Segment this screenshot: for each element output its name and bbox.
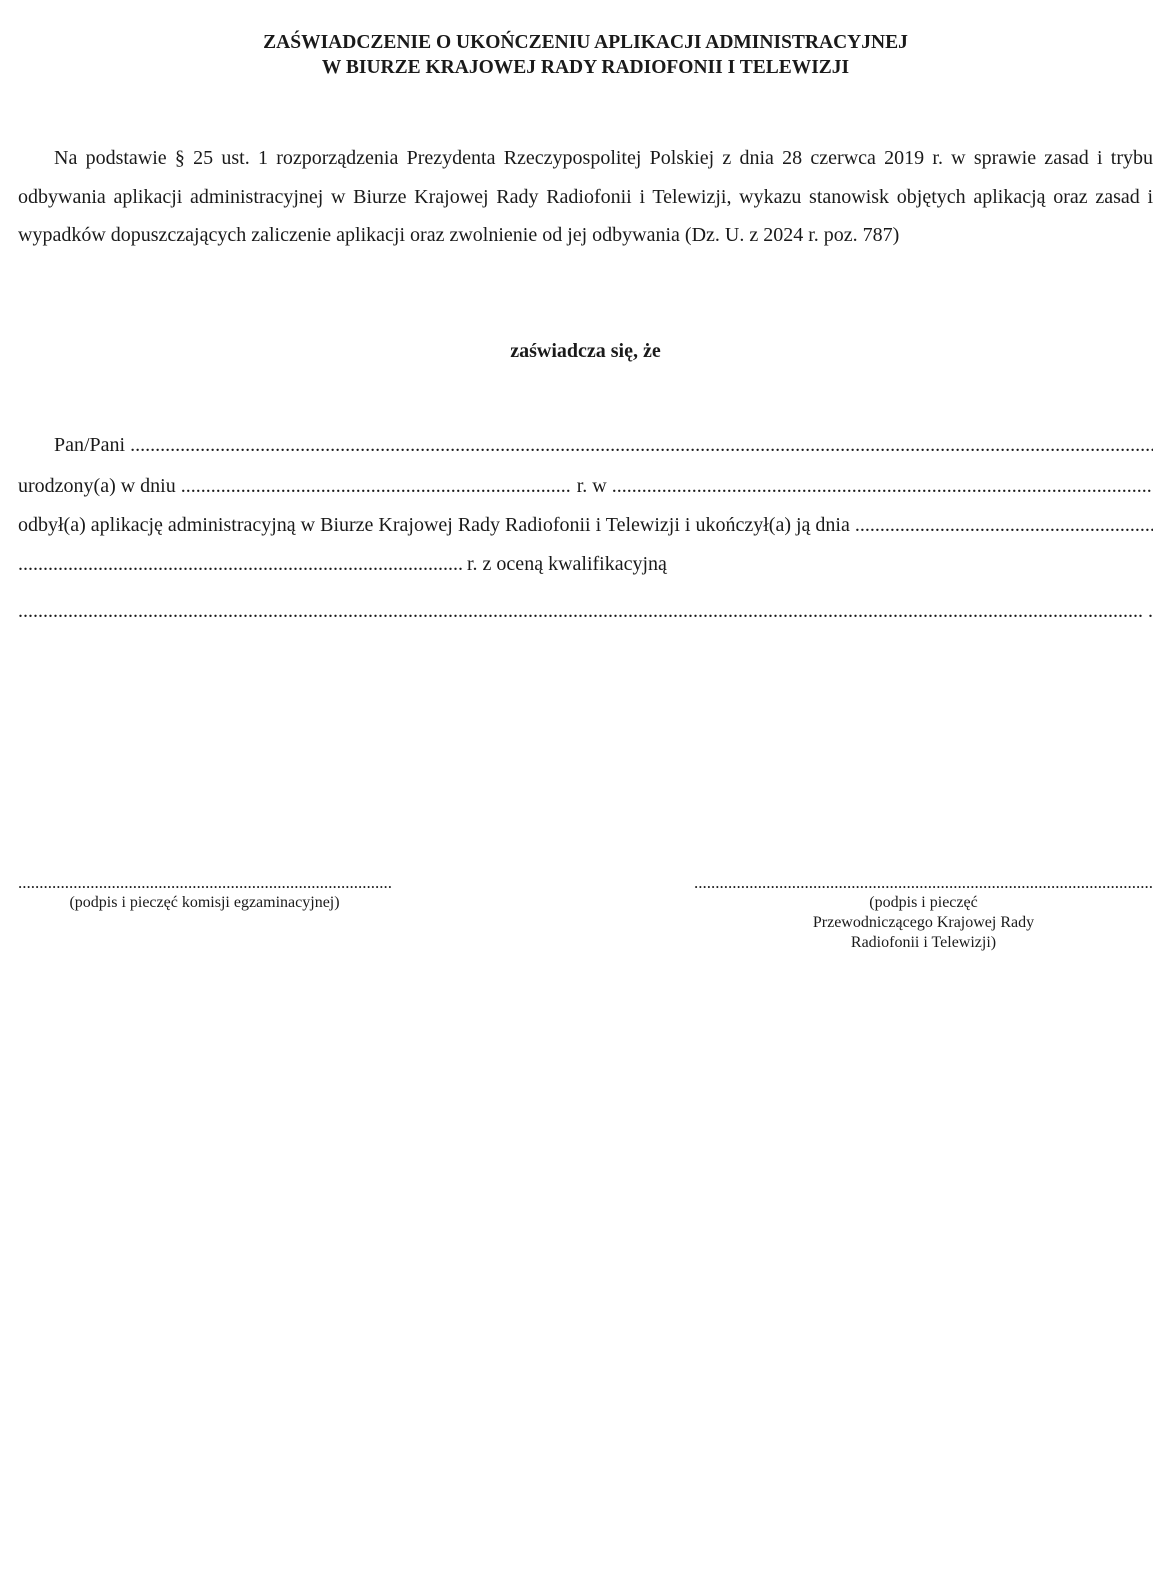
birth-line [18, 473, 1153, 499]
completion-date-field[interactable] [855, 512, 1153, 538]
name-label: Pan/Pani [54, 434, 126, 456]
name-field[interactable] [130, 432, 1153, 458]
completion-label: odbył(a) aplikację administracyjną w Biurze Krajowej Rady Radiofonii i Telewizji i ukończył(a) ją dnia [18, 514, 850, 536]
completion-line [18, 512, 1153, 538]
birth-place-field[interactable] [612, 473, 1153, 499]
grade-label: r. z oceną kwalifikacyjną [467, 553, 667, 575]
certificate-page [18, 0, 1153, 1591]
chairman-signature-block [694, 873, 1153, 953]
title-line-1: ZAŚWIADCZENIE O UKOŃCZENIU APLIKACJI ADMINISTRACYJNEJ [263, 32, 908, 53]
legal-basis-paragraph: Na podstawie § 25 ust. 1 rozporządzenia Prezydenta Rzeczypospolitej Polskiej z dnia 28 czerwca 2019 r. w sprawie zasad i trybu odbywania aplikacji administracyjnej w Biurze Krajowej Rady Radiofonii i Telewizji, wykazu stanowisk objętych aplikacją oraz zasad i wypadków dopuszczających zaliczenie aplikacji oraz zwolnienie od jej odbywania (Dz. U. z 2024 r. poz. 787) [18, 147, 1153, 247]
end-mark: . [1148, 600, 1153, 622]
birth-date-field[interactable] [181, 473, 572, 499]
birth-place-label: r. w [576, 475, 607, 497]
grade-line [18, 551, 1153, 577]
birth-date-label: urodzony(a) w dniu [18, 475, 176, 497]
grade-value-line [18, 598, 1153, 624]
grade-value-field[interactable] [18, 598, 1143, 624]
title-line-2: W BIURZE KRAJOWEJ RADY RADIOFONII I TELEWIZJI [321, 57, 850, 78]
chairman-signature-line[interactable] [694, 873, 1153, 893]
document-title [18, 30, 1153, 80]
chairman-signature-caption: (podpis i pieczęć Przewodniczącego Krajowej Rady Radiofonii i Telewizji) [812, 894, 1035, 951]
commission-signature-caption: (podpis i pieczęć komisji egzaminacyjnej) [69, 894, 340, 911]
commission-signature-line[interactable] [18, 873, 391, 893]
commission-signature-block [18, 873, 391, 913]
name-line [18, 432, 1153, 458]
completion-date-continued-field[interactable] [18, 551, 462, 577]
certifies-heading: zaświadcza się, że [510, 340, 661, 362]
